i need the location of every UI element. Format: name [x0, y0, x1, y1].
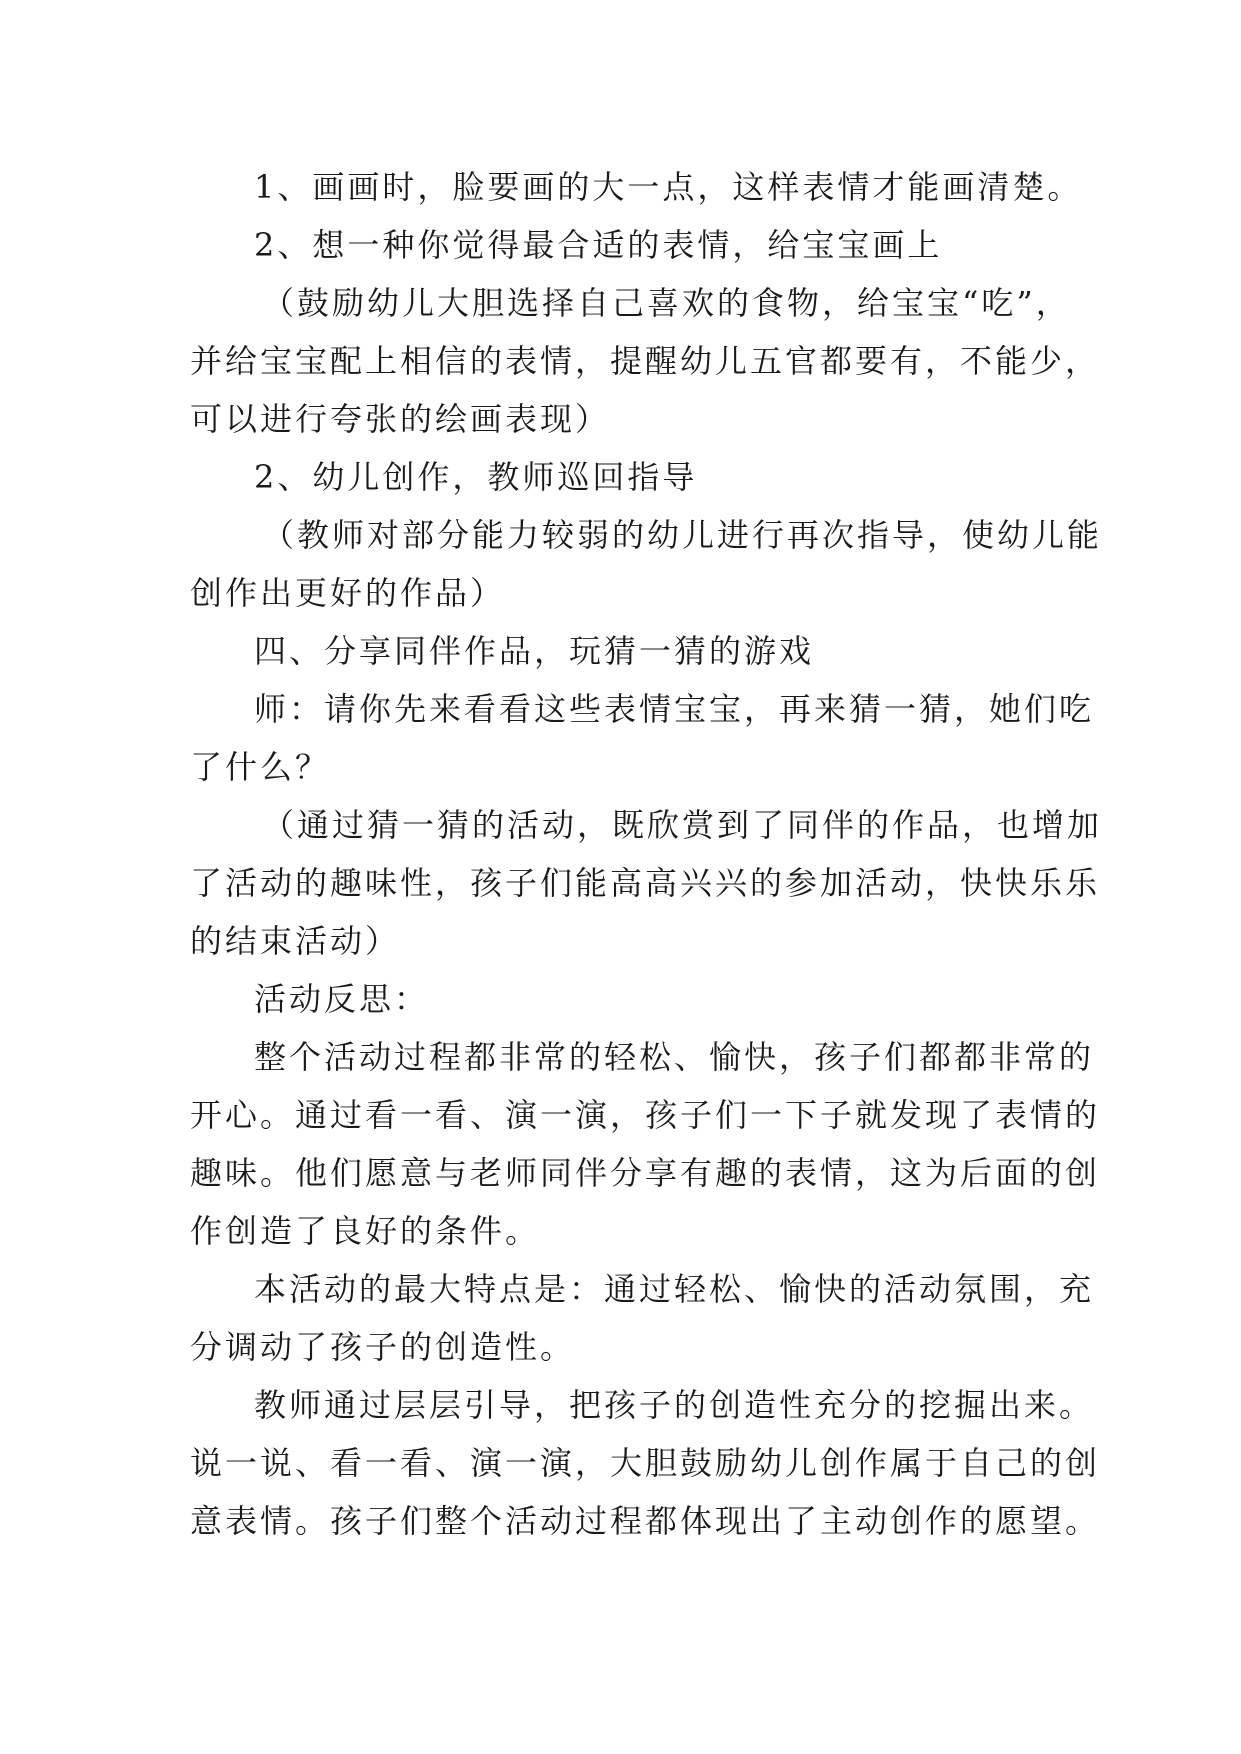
paragraph-line: 开心。通过看一看、演一演，孩子们一下子就发现了表情的 [190, 1096, 1101, 1134]
paragraph-line: 整个活动过程都非常的轻松、愉快，孩子们都都非常的 [254, 1038, 1095, 1076]
paragraph-line: 1、画画时，脸要画的大一点，这样表情才能画清楚。 [254, 168, 1083, 206]
paragraph-line: 分调动了孩子的创造性。 [190, 1328, 576, 1366]
paragraph-line: 了活动的趣味性，孩子们能高高兴兴的参加活动，快快乐乐 [190, 864, 1101, 902]
paragraph-line: （鼓励幼儿大胆选择自己喜欢的食物，给宝宝“吃”， [262, 284, 1071, 322]
paragraph-line: 趣味。他们愿意与老师同伴分享有趣的表情，这为后面的创 [190, 1154, 1101, 1192]
paragraph-line: 2、幼儿创作，教师巡回指导 [254, 458, 698, 496]
paragraph-line: 了什么？ [190, 748, 331, 786]
paragraph-line: （教师对部分能力较弱的幼儿进行再次指导，使幼儿能 [262, 516, 1103, 554]
section-heading: 四、分享同伴作品，玩猜一猜的游戏 [254, 632, 815, 670]
paragraph-line: 说一说、看一看、演一演，大胆鼓励幼儿创作属于自己的创 [190, 1444, 1101, 1482]
paragraph-line: 创作出更好的作品） [190, 574, 506, 612]
paragraph-line: （通过猜一猜的活动，既欣赏到了同伴的作品，也增加 [262, 806, 1103, 844]
paragraph-line: 2、想一种你觉得最合适的表情，给宝宝画上 [254, 226, 943, 264]
document-body [190, 158, 1103, 1550]
paragraph-line: 可以进行夸张的绘画表现） [190, 400, 611, 438]
paragraph-line: 本活动的最大特点是：通过轻松、愉快的活动氛围，充 [254, 1270, 1095, 1308]
paragraph-line: 并给宝宝配上相信的表情，提醒幼儿五官都要有，不能少， [190, 342, 1101, 380]
paragraph-line: 的结束活动） [190, 922, 401, 960]
paragraph-line: 师：请你先来看看这些表情宝宝，再来猜一猜，她们吃 [254, 690, 1095, 728]
paragraph-line: 意表情。孩子们整个活动过程都体现出了主动创作的愿望。 [190, 1502, 1101, 1540]
paragraph-line: 作创造了良好的条件。 [190, 1212, 541, 1250]
paragraph-line: 教师通过层层引导，把孩子的创造性充分的挖掘出来。 [254, 1386, 1095, 1424]
section-heading: 活动反思： [254, 980, 430, 1018]
